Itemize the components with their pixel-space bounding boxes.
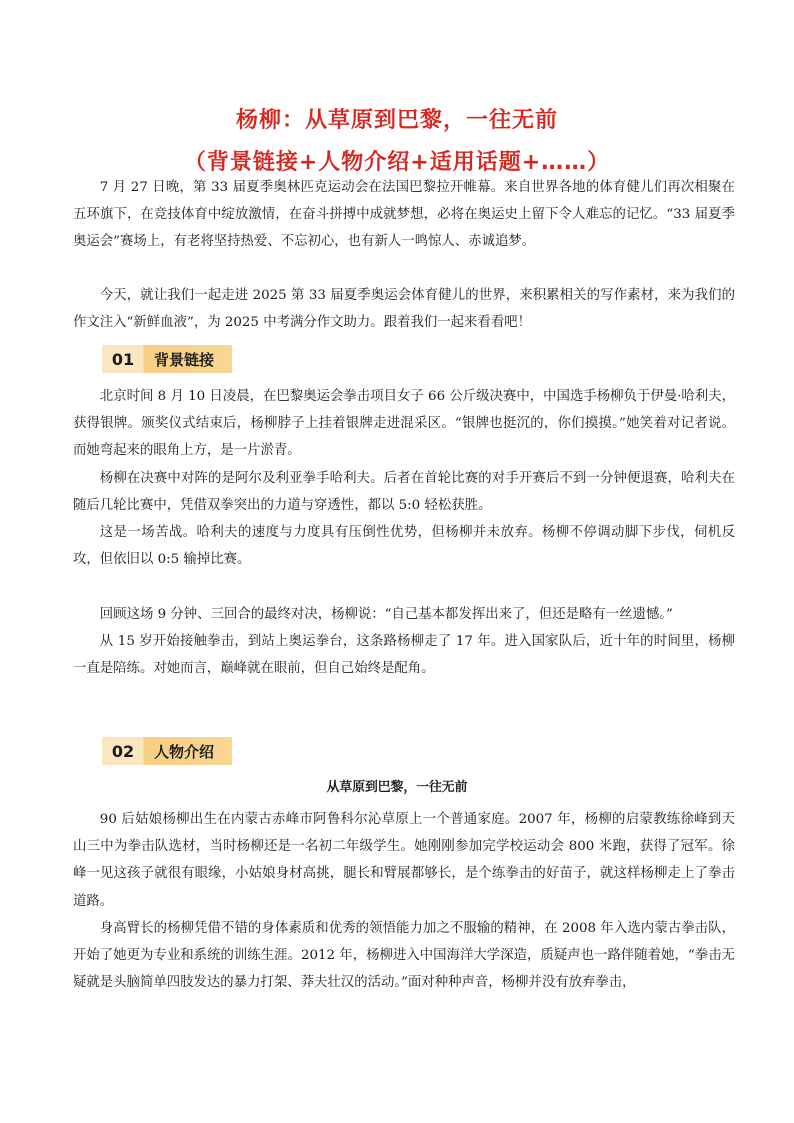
- document-subtitle: （背景链接+人物介绍+适用话题+……）: [183, 150, 611, 175]
- section1-paragraph-2: 杨柳在决赛中对阵的是阿尔及利亚拳手哈利夫。后者在首轮比赛的对手开赛后不到一分钟便退赛，哈利夫在随后几轮比赛中，凭借双拳突出的力道与穿透性，都以 5:0 轻松获胜。: [73, 471, 735, 514]
- section1-paragraph-1: 北京时间 8 月 10 日凌晨，在巴黎奥运会拳击项目女子 66 公斤级决赛中，中国选手杨柳负于伊曼·哈利夫，获得银牌。颁奖仪式结束后，杨柳脖子上挂着银牌走进混采区。“银牌也挺沉的，你们摸摸。”她笑着对记者说。而她弯起来的眼角上方，是一片淤青。: [73, 389, 735, 459]
- intro-paragraph-2: 今天，就让我们一起走进 2025 第 33 届夏季奥运会体育健儿的世界，来积累相关的写作素材，来为我们的作文注入“新鲜血液”，为 2025 中考满分作文助力。跟着我们一起来看看吧！: [73, 288, 735, 331]
- section1-paragraph-3: 这是一场苦战。哈利夫的速度与力度具有压倒性优势，但杨柳并未放弃。杨柳不停调动脚下步伐，伺机反攻，但依旧以 0:5 输掉比赛。: [73, 525, 735, 568]
- section2-heading: 从草原到巴黎，一往无前: [326, 780, 468, 795]
- section-number: 02: [111, 741, 135, 761]
- intro-paragraph-1: 7 月 27 日晚，第 33 届夏季奥林匹克运动会在法国巴黎拉开帷幕。来自世界各地的体育健儿们再次相聚在五环旗下，在竞技体育中绽放激情，在奋斗拼搏中成就梦想，必将在奥运史上留下令人难忘的记忆。“33 届夏季奥运会”赛场上，有老将坚持热爱、不忘初心，也有新人一鸣惊人、赤诚追梦。: [73, 180, 735, 250]
- section-label: 人物介绍: [154, 742, 215, 761]
- section-tag-character: [102, 737, 232, 765]
- section-number: 01: [111, 349, 135, 369]
- section1-paragraph-4: 回顾这场 9 分钟、三回合的最终对决，杨柳说：“自己基本都发挥出来了，但还是略有一丝遗憾。”: [99, 607, 673, 622]
- section-tag-background: [102, 345, 232, 373]
- document-title: 杨柳：从草原到巴黎，一往无前: [235, 108, 558, 133]
- section1-paragraph-5: 从 15 岁开始接触拳击，到站上奥运拳台，这条路杨柳走了 17 年。进入国家队后，近十年的时间里，杨柳一直是陪练。对她而言，巅峰就在眼前，但自己始终是配角。: [73, 634, 735, 677]
- section-label: 背景链接: [154, 350, 215, 369]
- section2-paragraph-2: 身高臂长的杨柳凭借不错的身体素质和优秀的领悟能力加之不服输的精神，在 2008 年入选内蒙古拳击队，开始了她更为专业和系统的训练生涯。2012 年，杨柳进入中国海洋大学深造，质疑声也一路伴随着她，“拳击无疑就是头脑简单四肢发达的暴力打架、莽夫壮汉的活动。”面对种种声音，杨柳并没有放弃拳击，: [73, 921, 735, 991]
- section2-paragraph-1: 90 后姑娘杨柳出生在内蒙古赤峰市阿鲁科尔沁草原上一个普通家庭。2007 年，杨柳的启蒙教练徐峰到天山三中为拳击队选材，当时杨柳还是一名初二年级学生。她刚刚参加完学校运动会 800 米跑，获得了冠军。徐峰一见这孩子就很有眼缘，小姑娘身材高挑，腿长和臂展都够长，是个练拳击的好苗子，就这样杨柳走上了拳击道路。: [73, 812, 735, 909]
